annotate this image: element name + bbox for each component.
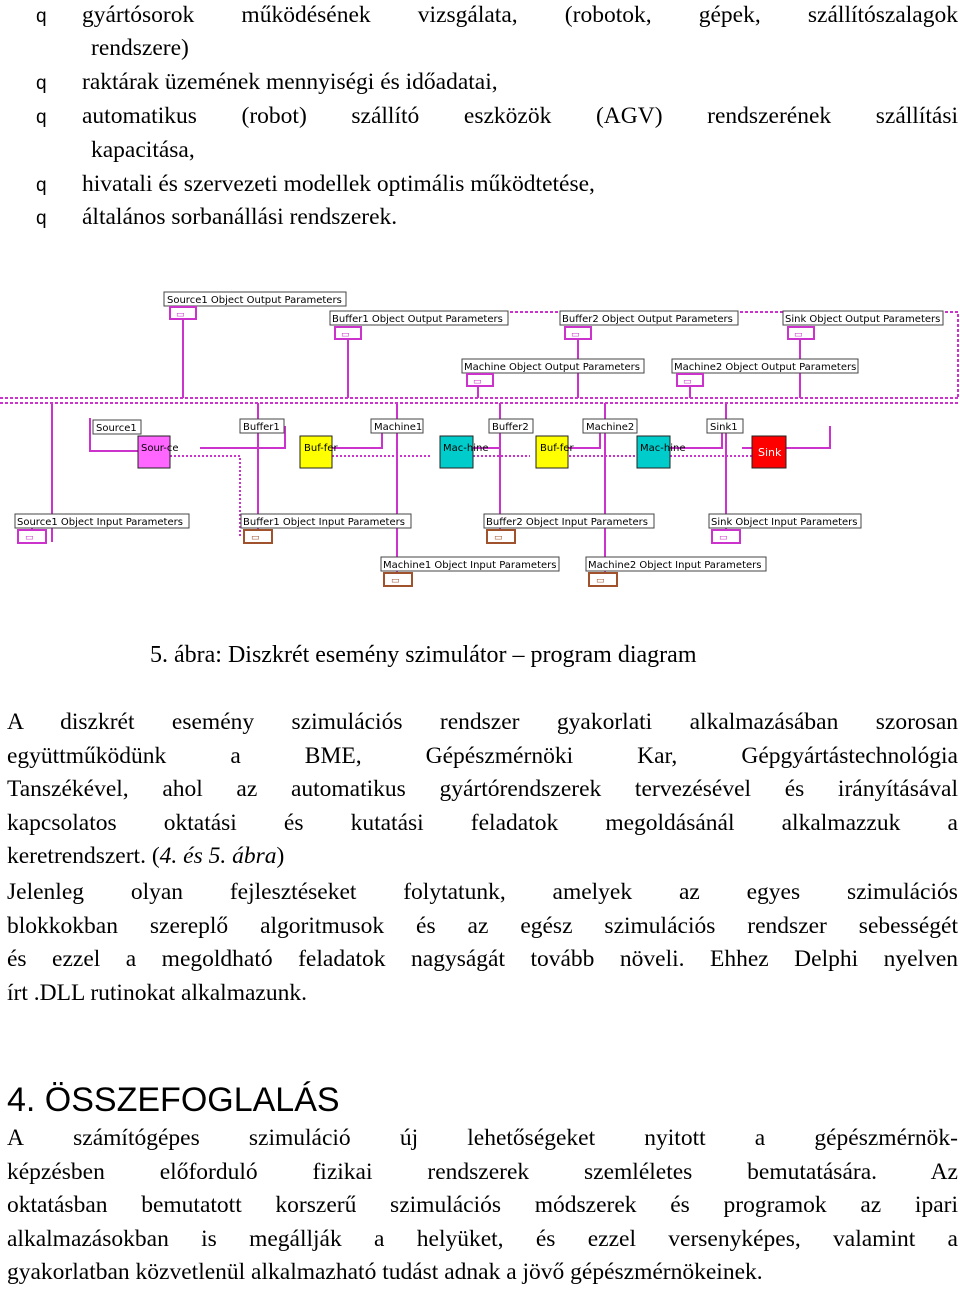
input-param-label: Sink Object Input Parameters bbox=[711, 517, 858, 528]
input-param-label: Source1 Object Input Parameters bbox=[17, 517, 183, 528]
word: és bbox=[283, 809, 304, 836]
word: olyan bbox=[130, 879, 184, 905]
word: számítógépes bbox=[73, 1125, 200, 1151]
paragraph-line: írt .DLL rutinokat alkalmazunk. bbox=[7, 979, 307, 1006]
cluster-icon: ▭ bbox=[473, 377, 482, 387]
word: oktatási bbox=[163, 809, 237, 836]
bullet-text: gyártósorok működésének vizsgálata, (robotok, gépek, szállítószalagok bbox=[82, 2, 958, 28]
cluster-icon: ▭ bbox=[391, 576, 400, 586]
output-param-label: Sink Object Output Parameters bbox=[785, 314, 941, 325]
cluster-icon: ▭ bbox=[176, 310, 185, 320]
paragraph-line: és ezzel a megoldható feladatok nagyságát tovább növeli. Ehhez Delphi nyelven bbox=[7, 946, 958, 972]
paragraph-line: Tanszékével, ahol az automatikus gyártórendszerek tervezésével és irányításával bbox=[7, 776, 958, 802]
cluster-icon: ▭ bbox=[719, 533, 728, 543]
node-label-buffer2: Buffer2 bbox=[492, 422, 529, 433]
program-diagram bbox=[0, 276, 960, 634]
word: Gépgyártástechnológia bbox=[741, 742, 958, 769]
word: feladatok bbox=[470, 809, 559, 836]
word: Kar, bbox=[637, 742, 678, 769]
figure-number: 5. bbox=[150, 642, 168, 668]
word: Jelenleg bbox=[7, 879, 84, 905]
bullet-text: általános sorbanállási rendszerek. bbox=[82, 204, 398, 230]
word: a bbox=[947, 809, 958, 836]
word: gépészmérnök- bbox=[814, 1125, 958, 1151]
input-param-label: Buffer2 Object Input Parameters bbox=[486, 517, 648, 528]
word: szimuláció bbox=[248, 1125, 351, 1151]
source-block-label: Sour-ce bbox=[141, 443, 179, 454]
paragraph-line: A diszkrét esemény szimulációs rendszer gyakorlati alkalmazásában szorosan bbox=[7, 709, 958, 735]
text-run: keretrendszert. ( bbox=[7, 843, 160, 869]
node-label-machine1: Machine1 bbox=[374, 422, 423, 433]
figure-reference: 4. és 5. ábra bbox=[159, 843, 277, 869]
paragraph-development bbox=[7, 876, 958, 1010]
text-run: ) bbox=[276, 843, 285, 869]
cluster-icon: ▭ bbox=[596, 576, 605, 586]
paragraph-line: alkalmazásokban is megállják a helyüket, és ezzel versenyképes, valamint a bbox=[7, 1225, 958, 1252]
bullet-text: rendszere) bbox=[91, 35, 189, 61]
paragraph-line: képzésben előforduló fizikai rendszerek szemléletes bemutatására. Az bbox=[7, 1158, 958, 1185]
input-param-label: Machine1 Object Input Parameters bbox=[383, 560, 557, 571]
word: fejlesztéseket bbox=[229, 879, 357, 905]
buffer2-block-label: Buf-fer bbox=[540, 443, 574, 454]
paragraph-line bbox=[7, 876, 958, 910]
paragraph-line bbox=[7, 840, 958, 874]
word: szimulációs bbox=[846, 879, 958, 905]
bullet-marker: q bbox=[36, 73, 47, 94]
input-param-label: Buffer1 Object Input Parameters bbox=[243, 517, 405, 528]
bullet-text: kapacitása, bbox=[91, 137, 195, 163]
word: lehetőségeket bbox=[467, 1125, 596, 1151]
machine2-block-label: Mac-hine bbox=[640, 443, 686, 454]
node-label-source1: Source1 bbox=[96, 423, 137, 434]
bullet-text: raktárak üzemének mennyiségi és időadatai, bbox=[82, 69, 498, 95]
word: kutatási bbox=[350, 809, 424, 836]
bullet-marker: q bbox=[36, 107, 47, 128]
paragraph-line: oktatásban bemutatott korszerű szimulációs módszerek és programok az ipari bbox=[7, 1192, 958, 1218]
machine1-block-label: Mac-hine bbox=[443, 443, 489, 454]
word: BME, bbox=[304, 742, 362, 769]
cluster-icon: ▭ bbox=[341, 330, 350, 340]
paragraph-line: gyakorlatban közvetlenül alkalmazható tudást adnak a jövő gépészmérnökeinek. bbox=[7, 1259, 763, 1285]
word: kapcsolatos bbox=[7, 809, 117, 836]
word: Gépészmérnöki bbox=[425, 742, 574, 769]
word: új bbox=[399, 1125, 419, 1151]
word: folytatunk, bbox=[403, 879, 506, 905]
sink-block bbox=[752, 436, 786, 468]
figure-caption bbox=[150, 640, 696, 670]
word: egyes bbox=[746, 879, 801, 905]
cluster-icon: ▭ bbox=[794, 330, 803, 340]
cluster-icon: ▭ bbox=[571, 330, 580, 340]
input-param-label: Machine2 Object Input Parameters bbox=[588, 560, 762, 571]
paragraph-line bbox=[7, 1122, 958, 1156]
word: együttműködünk bbox=[7, 742, 167, 769]
bullet-marker: q bbox=[36, 208, 47, 229]
paragraph-summary bbox=[7, 1122, 958, 1290]
paragraph-line bbox=[7, 807, 958, 841]
paragraph-line bbox=[7, 740, 958, 774]
bullet-text: automatikus (robot) szállító eszközök (AGV) rendszerének szállítási bbox=[82, 103, 958, 129]
bullet-marker: q bbox=[36, 6, 47, 27]
node-label-buffer1: Buffer1 bbox=[243, 422, 280, 433]
paragraph-line: blokkokban szereplő algoritmusok és az egész szimulációs rendszer sebességét bbox=[7, 912, 958, 939]
output-param-label: Buffer1 Object Output Parameters bbox=[332, 314, 503, 325]
output-param-label: Buffer2 Object Output Parameters bbox=[562, 314, 733, 325]
word: amelyek bbox=[552, 879, 633, 905]
cluster-icon: ▭ bbox=[25, 533, 34, 543]
cluster-icon: ▭ bbox=[494, 533, 503, 543]
word: nyitott bbox=[644, 1125, 706, 1151]
bullet-marker: q bbox=[36, 175, 47, 196]
word: megoldásánál bbox=[605, 809, 735, 836]
word: a bbox=[230, 742, 241, 769]
word: alkalmazzuk bbox=[781, 809, 901, 836]
output-param-label: Source1 Object Output Parameters bbox=[167, 295, 342, 306]
word: az bbox=[678, 879, 700, 905]
figure-caption-text: ábra: Diszkrét esemény szimulátor – program diagram bbox=[174, 642, 697, 668]
output-param-label: Machine2 Object Output Parameters bbox=[674, 362, 857, 373]
node-label-sink1: Sink1 bbox=[710, 422, 738, 433]
output-param-label: Machine Object Output Parameters bbox=[464, 362, 640, 373]
word: A bbox=[7, 1125, 24, 1151]
paragraph-collaboration bbox=[7, 706, 958, 874]
sink-block-label: Sink bbox=[758, 446, 782, 459]
cluster-icon: ▭ bbox=[683, 377, 692, 387]
section-heading: 4. ÖSSZEFOGLALÁS bbox=[7, 1081, 340, 1119]
node-label-machine2: Machine2 bbox=[586, 422, 635, 433]
bullet-text: hivatali és szervezeti modellek optimális működtetése, bbox=[82, 171, 595, 197]
cluster-icon: ▭ bbox=[251, 533, 260, 543]
buffer1-block-label: Buf-fer bbox=[304, 443, 338, 454]
word: a bbox=[754, 1125, 766, 1151]
